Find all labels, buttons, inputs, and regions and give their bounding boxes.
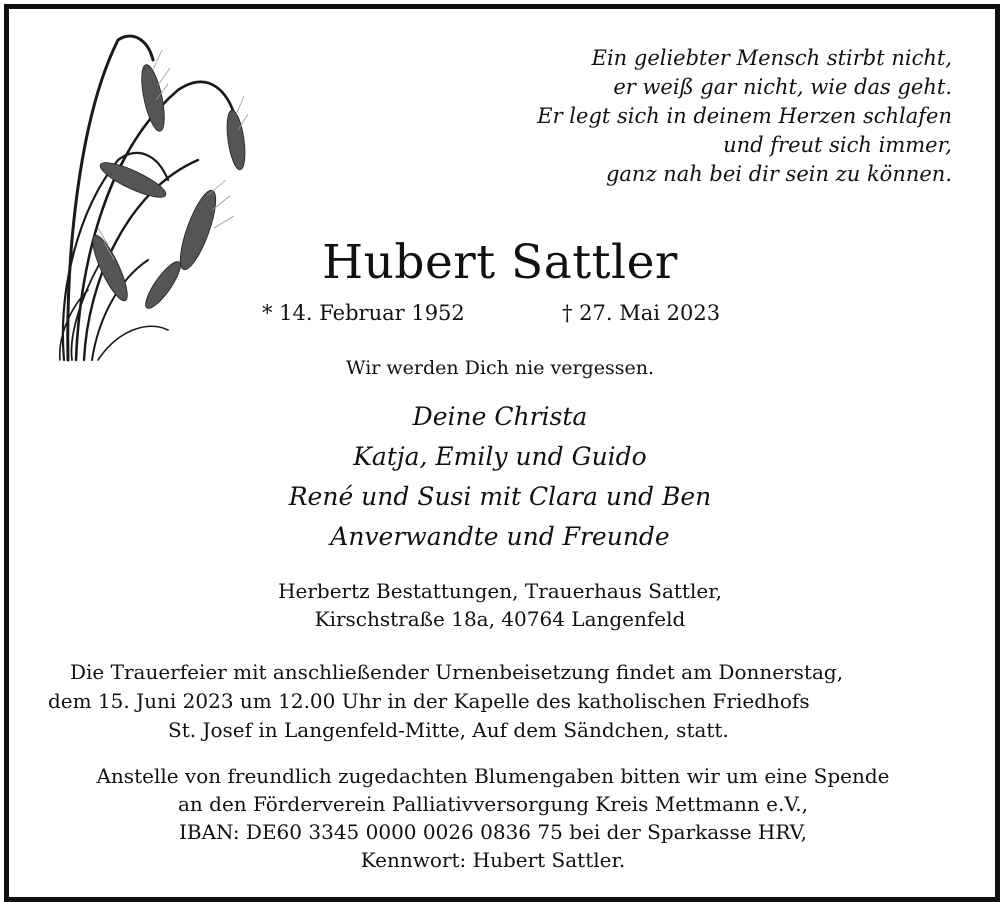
mourner-line: Deine Christa (412, 402, 588, 431)
mourner-line: Anverwandte und Freunde (330, 522, 670, 551)
service-notice (0, 658, 1000, 745)
wheat-ears-icon (58, 30, 278, 370)
mourner-line: René und Susi mit Clara und Ben (288, 482, 712, 511)
poem-line: Ein geliebter Mensch stirbt nicht, (591, 46, 952, 70)
donation-line: IBAN: DE60 3345 0000 0026 0836 75 bei der Sparkasse HRV, (179, 820, 807, 844)
donation-line: Kennwort: Hubert Sattler. (360, 848, 626, 872)
poem-line: er weiß gar nicht, wie das geht. (613, 75, 952, 99)
donation-line: an den Förderverein Palliativversorgung Kreis Mettmann e.V., (177, 792, 808, 816)
mourners-list (0, 397, 1000, 557)
poem-line: ganz nah bei dir sein zu können. (605, 162, 952, 186)
poem-line: Er legt sich in deinem Herzen schlafen (537, 104, 952, 128)
motto: Wir werden Dich nie vergessen. (346, 357, 654, 379)
donation-line: Anstelle von freundlich zugedachten Blumengaben bitten wir um eine Spende (96, 764, 890, 788)
birth-date: * 14. Februar 1952 (262, 301, 465, 325)
mourner-line: Katja, Emily und Guido (353, 442, 647, 471)
service-line: St. Josef in Langenfeld-Mitte, Auf dem Sändchen, statt. (168, 718, 729, 742)
poem (432, 44, 952, 189)
funeral-home-address (0, 577, 1000, 633)
death-date: † 27. Mai 2023 (562, 301, 721, 325)
poem-line: und freut sich immer, (723, 133, 952, 157)
donation-notice (0, 762, 986, 874)
deceased-name: Hubert Sattler (322, 235, 678, 290)
service-line: dem 15. Juni 2023 um 12.00 Uhr in der Kapelle des katholischen Friedhofs (48, 689, 810, 713)
funeral-home-line: Herbertz Bestattungen, Trauerhaus Sattler, (278, 579, 722, 603)
service-line: Die Trauerfeier mit anschließender Urnenbeisetzung findet am Donnerstag, (70, 660, 844, 684)
funeral-home-line: Kirschstraße 18a, 40764 Langenfeld (314, 607, 686, 631)
